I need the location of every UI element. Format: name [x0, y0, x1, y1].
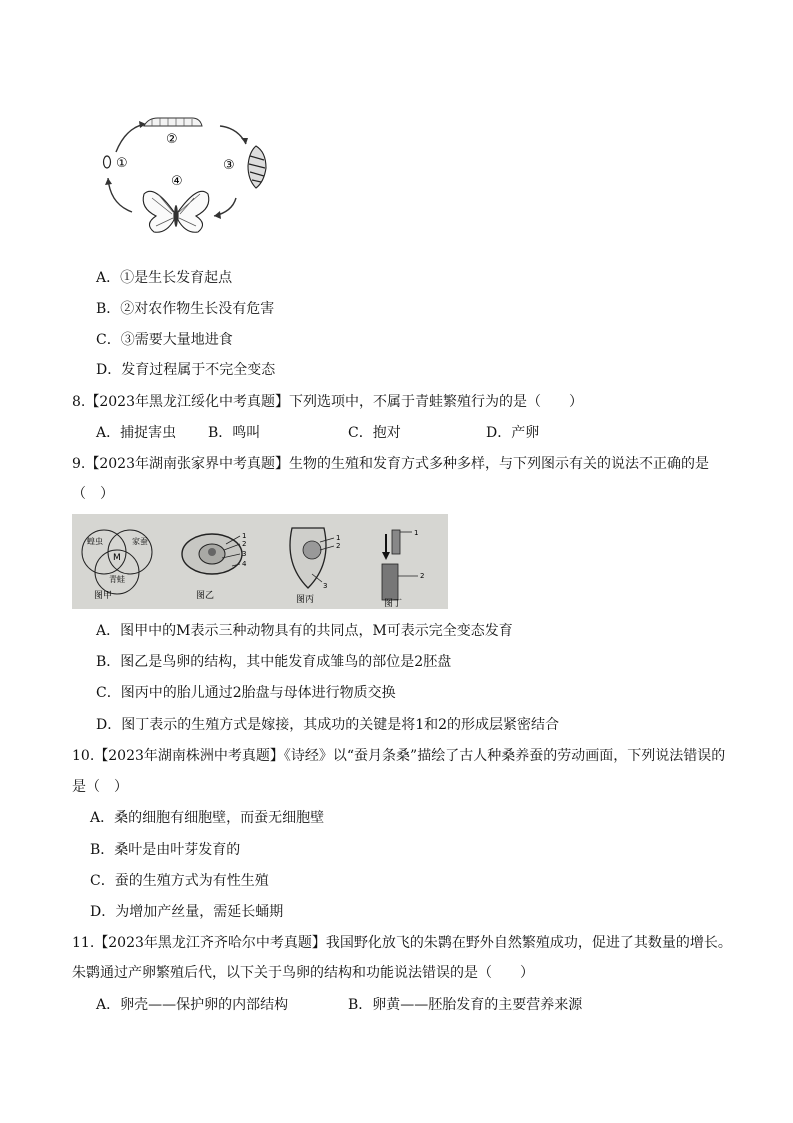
label-2: ② [166, 132, 178, 147]
q11-option-b[interactable]: B．卵黄——胚胎发育的主要营养来源 [348, 997, 583, 1013]
q9-option-b[interactable]: B．图乙是鸟卵的结构，其中能发育成雏鸟的部位是2胚盘 [96, 654, 452, 670]
q9-figure-photo [72, 514, 448, 609]
q8-stem: 8.【2023年黑龙江绥化中考真题】下列选项中，不属于青蛙繁殖行为的是（ ） [72, 394, 583, 410]
larva-icon [144, 118, 202, 126]
q9-figure-diagram [72, 514, 448, 609]
butterfly-lifecycle-figure [96, 112, 276, 238]
q8-option-a[interactable]: A．捕捉害虫 [96, 425, 177, 441]
q9-stem-line2: （ ） [72, 486, 114, 502]
caption-fig-d: 图丁 [384, 599, 403, 609]
butterfly-icon [143, 191, 209, 232]
lifecycle-diagram [96, 112, 276, 238]
q7-option-b[interactable]: B．②对农作物生长没有危害 [96, 301, 275, 317]
svg-text:1: 1 [336, 534, 341, 542]
q9-stem-line1: 9.【2023年湖南张家界中考真题】生物的生殖和发育方式多种多样，与下列图示有关的说法不正确的是 [72, 456, 709, 472]
q10-stem-line2: 是（ ） [72, 779, 128, 795]
q11-stem-line2: 朱鹮通过产卵繁殖后代，以下关于鸟卵的结构和功能说法错误的是（ ） [72, 965, 534, 981]
svg-text:3: 3 [242, 550, 247, 558]
q9-option-c[interactable]: C．图丙中的胎儿通过2胎盘与母体进行物质交换 [96, 685, 396, 701]
q11-option-a[interactable]: A．卵壳——保护卵的内部结构 [96, 997, 289, 1013]
q8-option-d[interactable]: D．产卵 [486, 425, 540, 441]
q7-option-d[interactable]: D．发育过程属于不完全变态 [96, 362, 276, 378]
caption-fig-a: 图甲 [94, 591, 113, 601]
caption-fig-b: 图乙 [196, 591, 215, 601]
q9-option-d[interactable]: D．图丁表示的生殖方式是嫁接，其成功的关键是将1和2的形成层紧密结合 [96, 717, 560, 733]
q7-option-c[interactable]: C．③需要大量地进食 [96, 332, 233, 348]
bird-egg-icon [182, 534, 242, 574]
venn-label-silkworm: 家蚕 [132, 537, 148, 546]
caption-fig-c: 图丙 [296, 595, 315, 605]
svg-text:1: 1 [414, 529, 419, 537]
q9-option-a[interactable]: A．图甲中的M表示三种动物具有的共同点，M可表示完全变态发育 [96, 623, 513, 639]
svg-text:2: 2 [242, 540, 247, 548]
q10-stem-line1: 10.【2023年湖南株洲中考真题】《诗经》以“蚕月条桑”描绘了古人种桑养蚕的劳动画面，下列说法错误的 [72, 748, 726, 764]
venn-label-frog: 青蛙 [109, 575, 125, 584]
svg-text:3: 3 [323, 582, 328, 590]
q10-option-d[interactable]: D．为增加产丝量，需延长蛹期 [90, 904, 284, 920]
pupa-icon [248, 146, 266, 188]
q11-stem-line1: 11.【2023年黑龙江齐齐哈尔中考真题】我国野化放飞的朱鹮在野外自然繁殖成功，促进了其数量的增长。 [72, 935, 732, 951]
label-4: ④ [171, 174, 183, 189]
q8-option-b[interactable]: B．鸣叫 [208, 425, 261, 441]
q8-option-c[interactable]: C．抱对 [348, 425, 401, 441]
svg-text:2: 2 [336, 542, 341, 550]
egg-icon [104, 156, 111, 168]
arrow-adult-to-egg [108, 178, 132, 212]
venn-label-m: M [113, 553, 121, 563]
label-1: ① [116, 156, 128, 171]
svg-text:1: 1 [242, 532, 247, 540]
q10-option-a[interactable]: A．桑的细胞有细胞壁，而蚕无细胞壁 [90, 810, 325, 826]
svg-text:4: 4 [242, 560, 247, 568]
label-3: ③ [223, 158, 235, 173]
q10-option-c[interactable]: C．蚕的生殖方式为有性生殖 [90, 873, 269, 889]
svg-text:2: 2 [420, 572, 425, 580]
arrow-egg-to-larva [116, 124, 146, 152]
venn-label-locust: 蝗虫 [87, 537, 103, 546]
q7-option-a[interactable]: A．①是生长发育起点 [96, 270, 233, 286]
arrow-larva-to-pupa [220, 126, 246, 144]
q10-option-b[interactable]: B．桑叶是由叶芽发育的 [90, 842, 241, 858]
